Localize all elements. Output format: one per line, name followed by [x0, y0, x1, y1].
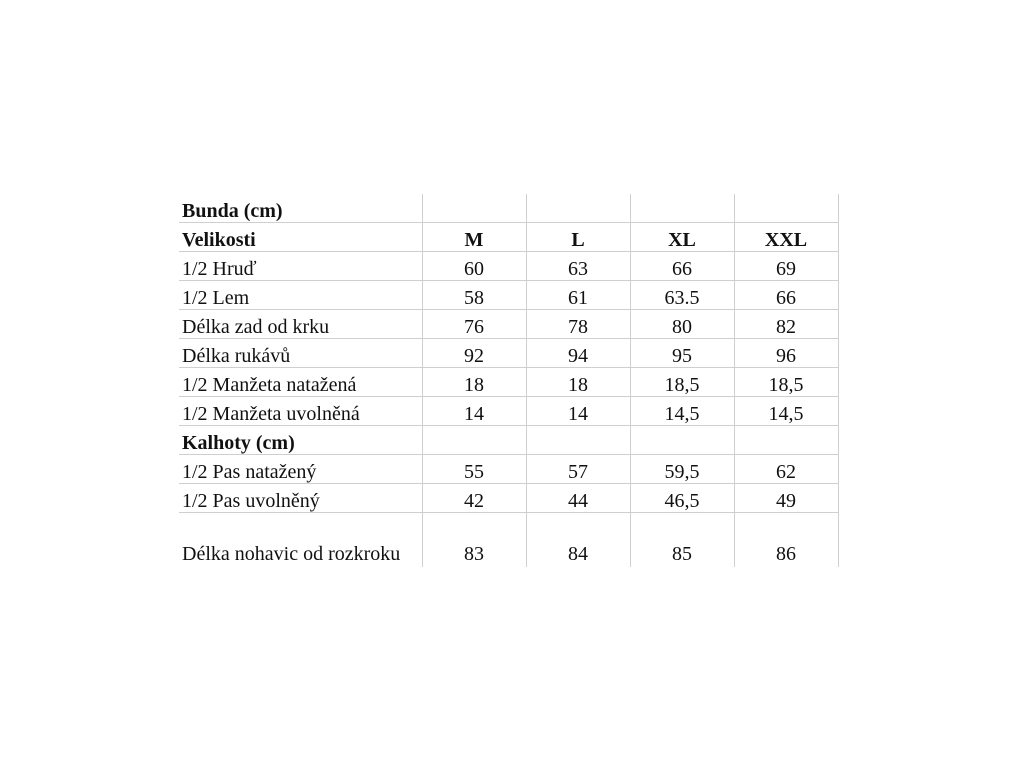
cell-value: 61	[526, 281, 630, 310]
cell-value: 49	[734, 484, 838, 513]
row-label: 1/2 Pas uvolněný	[179, 484, 422, 513]
cell-value: 18,5	[734, 368, 838, 397]
size-header-m: M	[422, 223, 526, 252]
cell-value: 14	[526, 397, 630, 426]
size-header-label: Velikosti	[179, 223, 422, 252]
pants-section-title: Kalhoty (cm)	[179, 426, 422, 455]
size-header-l: L	[526, 223, 630, 252]
empty-cell	[526, 426, 630, 455]
empty-cell	[422, 426, 526, 455]
cell-value: 14,5	[734, 397, 838, 426]
cell-value: 14	[422, 397, 526, 426]
size-header-row	[179, 223, 838, 252]
empty-cell	[630, 426, 734, 455]
cell-value: 57	[526, 455, 630, 484]
size-header-xl: XL	[630, 223, 734, 252]
cell-value: 59,5	[630, 455, 734, 484]
cell-value: 85	[630, 513, 734, 568]
table-row	[179, 484, 838, 513]
size-header-xxl: XXL	[734, 223, 838, 252]
cell-value: 46,5	[630, 484, 734, 513]
cell-value: 42	[422, 484, 526, 513]
table-row	[179, 455, 838, 484]
cell-value: 69	[734, 252, 838, 281]
table-row	[179, 281, 838, 310]
cell-value: 82	[734, 310, 838, 339]
row-label: Délka rukávů	[179, 339, 422, 368]
cell-value: 18,5	[630, 368, 734, 397]
jacket-section-title: Bunda (cm)	[179, 194, 422, 223]
table-row	[179, 368, 838, 397]
cell-value: 83	[422, 513, 526, 568]
row-label: 1/2 Manžeta uvolněná	[179, 397, 422, 426]
cell-value: 62	[734, 455, 838, 484]
cell-value: 78	[526, 310, 630, 339]
cell-value: 66	[630, 252, 734, 281]
cell-value: 96	[734, 339, 838, 368]
row-label: 1/2 Pas natažený	[179, 455, 422, 484]
cell-value: 95	[630, 339, 734, 368]
size-chart-table	[179, 194, 839, 567]
cell-value: 84	[526, 513, 630, 568]
table-row	[179, 513, 838, 568]
pants-title-row	[179, 426, 838, 455]
empty-cell	[734, 426, 838, 455]
row-label: 1/2 Lem	[179, 281, 422, 310]
cell-value: 92	[422, 339, 526, 368]
row-label: 1/2 Manžeta natažená	[179, 368, 422, 397]
cell-value: 94	[526, 339, 630, 368]
table-row	[179, 339, 838, 368]
jacket-title-row	[179, 194, 838, 223]
cell-value: 80	[630, 310, 734, 339]
cell-value: 58	[422, 281, 526, 310]
empty-cell	[526, 194, 630, 223]
cell-value: 63	[526, 252, 630, 281]
cell-value: 63.5	[630, 281, 734, 310]
row-label: Délka zad od krku	[179, 310, 422, 339]
table-row	[179, 310, 838, 339]
table-row	[179, 397, 838, 426]
cell-value: 60	[422, 252, 526, 281]
table-row	[179, 252, 838, 281]
cell-value: 66	[734, 281, 838, 310]
row-label: 1/2 Hruď	[179, 252, 422, 281]
cell-value: 86	[734, 513, 838, 568]
empty-cell	[422, 194, 526, 223]
cell-value: 18	[422, 368, 526, 397]
cell-value: 44	[526, 484, 630, 513]
empty-cell	[734, 194, 838, 223]
cell-value: 76	[422, 310, 526, 339]
cell-value: 55	[422, 455, 526, 484]
empty-cell	[630, 194, 734, 223]
cell-value: 18	[526, 368, 630, 397]
row-label: Délka nohavic od rozkroku	[179, 513, 422, 568]
cell-value: 14,5	[630, 397, 734, 426]
